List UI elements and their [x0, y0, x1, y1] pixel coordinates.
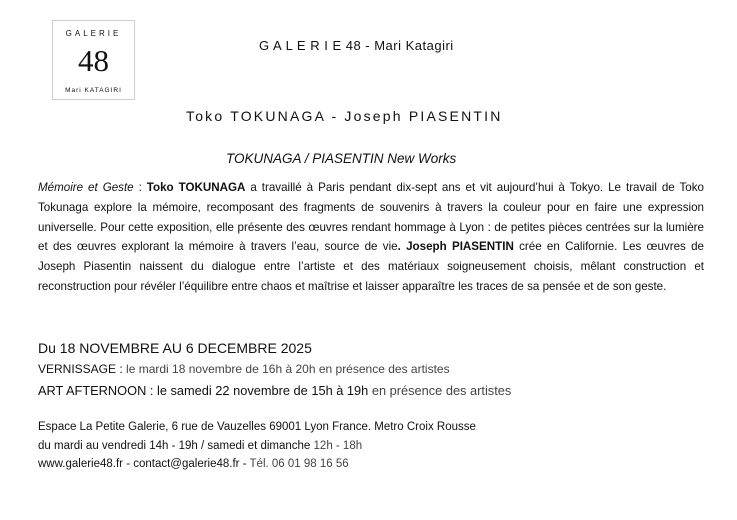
- description-separator: :: [133, 181, 147, 194]
- artist-name-piasentin: Joseph PIASENTIN: [406, 240, 514, 254]
- artist-name-tokunaga: Toko TOKUNAGA: [146, 181, 246, 194]
- weekend-hours: 12h - 18h: [310, 440, 363, 452]
- gallery-address: Espace La Petite Galerie, 6 rue de Vauzelles 69001 Lyon France. Metro Croix Rousse: [38, 421, 476, 433]
- description-period: .: [397, 240, 401, 254]
- art-afternoon-suffix: en présence des artistes: [368, 383, 512, 398]
- art-afternoon-line: [38, 383, 511, 398]
- description-text-piasentin: crée en Californie. Les œuvres de Joseph Piasentin naissent du dialogue entre l’artiste et des matériaux soigneusement choisis, mêlant construction et reconstruction pour révéler l’équilibre entre chaos et maîtrise et laisser apparaître les traces de sa pensée et de son geste.: [38, 240, 704, 293]
- logo-galerie-text: GALERIE: [65, 29, 122, 38]
- logo-owner-text: Mari KATAGIRI: [65, 87, 122, 94]
- vernissage-suffix: en présence des artistes: [315, 362, 450, 376]
- gallery-logo: [52, 20, 135, 100]
- description-intro: Mémoire et Geste: [38, 181, 134, 194]
- logo-number: 48: [78, 43, 109, 78]
- gallery-name: G A L E R I E 48 - Mari Katagiri: [259, 38, 454, 53]
- website-and-email: www.galerie48.fr - contact@galerie48.fr -: [38, 458, 247, 470]
- description-text-tokunaga: a travaillé à Paris pendant dix-sept ans et vit aujourd’hui à Tokyo. Le travail de Toko Tokunaga explore la mémoire, recomposant des fragments de souvenirs à travers la couleur pour en faire une expression universelle. Pour cette exposition, elle présente des œuvres rendant hommage à Lyon : de petites pièces centrées sur la lumière et des œuvres explorant la mémoire à travers l’eau, source de vie: [38, 181, 705, 254]
- contact-line: [38, 458, 349, 470]
- vernissage-label: VERNISSAGE :: [38, 362, 123, 376]
- vernissage-line: [38, 362, 450, 376]
- exhibition-title: TOKUNAGA / PIASENTIN New Works: [226, 151, 457, 166]
- phone-number: Tél. 06 01 98 16 56: [246, 458, 349, 470]
- exhibition-dates: Du 18 NOVEMBRE AU 6 DECEMBRE 2025: [38, 340, 312, 356]
- artists-heading: Toko TOKUNAGA - Joseph PIASENTIN: [186, 108, 503, 124]
- exhibition-description: [38, 178, 704, 297]
- opening-days: du mardi au vendredi 14h - 19h / samedi et dimanche: [38, 440, 311, 452]
- art-afternoon-label: ART AFTERNOON : le samedi 22 novembre de 15h à 19h: [38, 383, 369, 398]
- opening-hours: [38, 440, 362, 452]
- vernissage-date: le mardi 18 novembre de 16h à 20h: [122, 362, 316, 376]
